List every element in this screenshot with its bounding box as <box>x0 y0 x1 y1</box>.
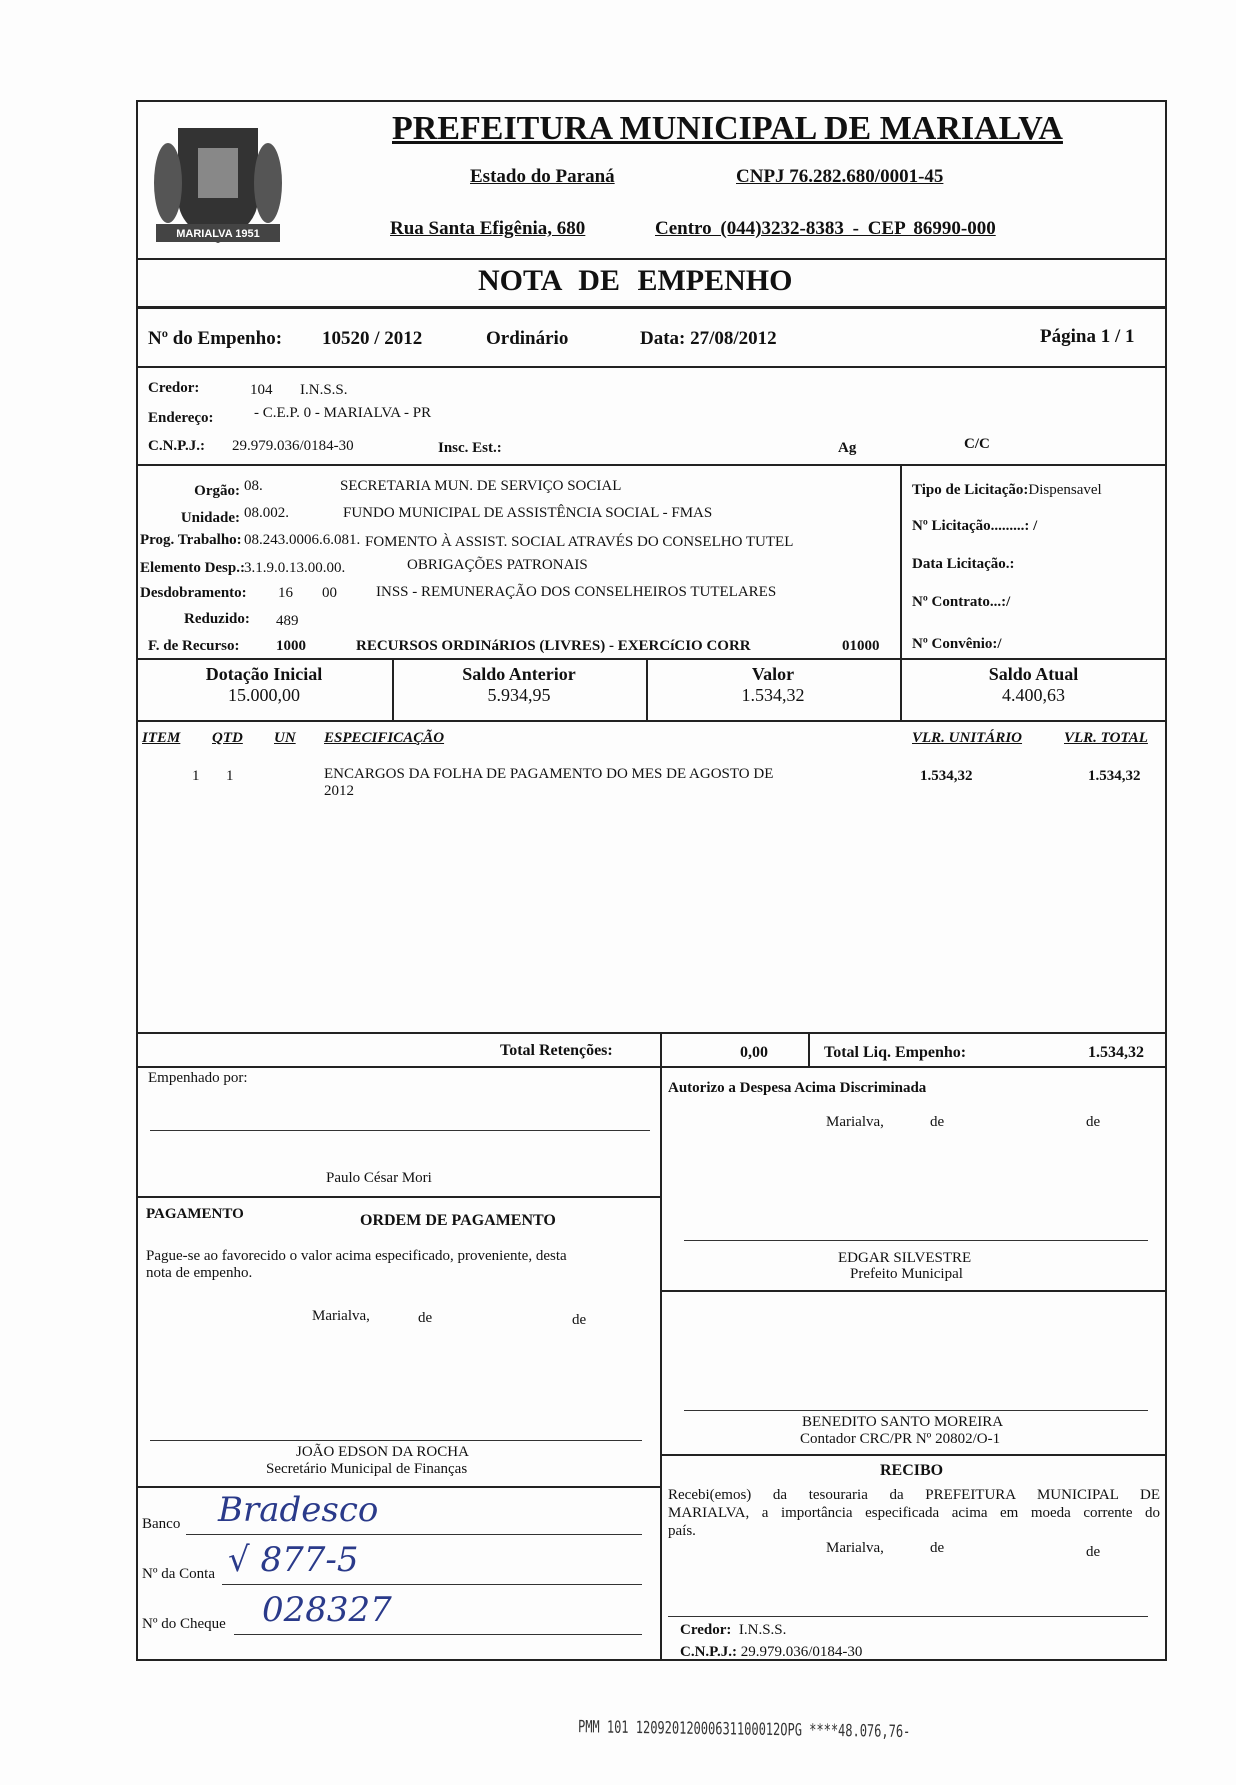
col-un: UN <box>274 730 296 746</box>
saldo-valor: Valor 1.534,32 <box>741 664 805 705</box>
autorizo-label: Autorizo a Despesa Acima Discriminada <box>668 1080 927 1096</box>
rec-label: F. de Recurso: <box>148 638 240 654</box>
empenho-date: Data: 27/08/2012 <box>640 328 777 349</box>
cnpj-label: C.N.P.J.: <box>148 438 205 454</box>
conta-label: Nº da Conta <box>142 1566 215 1582</box>
credor-name: I.N.S.S. <box>300 382 348 398</box>
tipo-licitacao-label: Tipo de Licitação: <box>912 482 1029 498</box>
prog: FOMENTO À ASSIST. SOCIAL ATRAVÉS DO CONSELHO TUTEL <box>365 534 794 550</box>
col-especificacao: ESPECIFICAÇÃO <box>324 730 445 746</box>
autorizo-city: Marialva, <box>826 1114 884 1130</box>
empenhado-label: Empenhado por: <box>148 1070 248 1086</box>
empenho-type: Ordinário <box>486 328 569 349</box>
elem: OBRIGAÇÕES PATRONAIS <box>407 557 588 573</box>
col-item: ITEM <box>142 730 181 746</box>
saldo-dotacao-inicial: Dotação Inicial 15.000,00 <box>205 664 323 705</box>
elem-label: Elemento Desp.: <box>140 560 245 576</box>
saldo-anterior: Saldo Anterior 5.934,95 <box>462 664 576 705</box>
recibo-label: RECIBO <box>880 1462 944 1479</box>
credor-code: 104 <box>250 382 273 398</box>
contador-role: Contador CRC/PR Nº 20802/O-1 <box>800 1431 1001 1447</box>
reduzido: 489 <box>276 613 299 629</box>
recibo-credor: I.N.S.S. <box>738 1622 787 1638</box>
col-qtd: QTD <box>212 730 243 746</box>
header-address-2: Centro (044)3232-8383 - CEP 86990-000 <box>655 218 996 239</box>
header-address: Rua Santa Efigênia, 680 <box>390 218 586 239</box>
n-licitacao: Nº Licitação.........: / <box>912 518 1038 534</box>
pagamento-de-1: de <box>418 1310 433 1326</box>
crest-lettering: MARIALVA 1951 <box>176 228 260 240</box>
prog-code: 08.243.0006.6.081. <box>244 532 361 548</box>
autorizo-de-2: de <box>1086 1114 1101 1130</box>
prefeito-name: EDGAR SILVESTRE <box>838 1250 972 1266</box>
insc-label: Insc. Est.: <box>438 440 502 456</box>
footer-stamp: PMM 101 12092012000631100012OPG ****48.076,76- <box>577 1716 911 1742</box>
recibo-de-2: de <box>1086 1544 1101 1560</box>
banco-value: Bradesco <box>218 1490 379 1530</box>
pagamento-label: PAGAMENTO <box>146 1206 244 1222</box>
pagamento-de-2: de <box>572 1312 587 1328</box>
empenho-number: 10520 / 2012 <box>322 328 423 349</box>
contador-name: BENEDITO SANTO MOREIRA <box>802 1414 1004 1430</box>
unidade-label: Unidade: <box>180 510 240 526</box>
recibo-de-1: de <box>930 1540 945 1556</box>
rec: RECURSOS ORDINáRIOS (LIVRES) - EXERCíCIO CORR <box>356 638 751 654</box>
header-cnpj: CNPJ 76.282.680/0001-45 <box>736 166 944 187</box>
orgao-code: 08. <box>244 478 263 494</box>
pagamento-text: Pague-se ao favorecido o valor acima especificado, proveniente, desta <box>146 1248 567 1264</box>
red-label: Reduzido: <box>184 611 250 627</box>
cc-label: C/C <box>964 436 990 452</box>
n-contrato: Nº Contrato...:/ <box>912 594 1011 610</box>
data-licitacao: Data Licitação.: <box>912 556 1015 572</box>
recibo-cnpj-label: C.N.P.J.: <box>680 1644 737 1660</box>
total-liquido: 1.534,32 <box>1088 1044 1144 1061</box>
desd-code-2: 00 <box>322 585 337 601</box>
credor-label: Credor: <box>148 380 200 396</box>
saldo-atual: Saldo Atual 4.400,63 <box>988 664 1079 705</box>
recibo-credor-label: Credor: <box>680 1622 732 1638</box>
secretario-name: JOÃO EDSON DA ROCHA <box>296 1444 469 1460</box>
endereco: - C.E.P. 0 - MARIALVA - PR <box>254 405 432 421</box>
header-title: PREFEITURA MUNICIPAL DE MARIALVA <box>392 110 1063 147</box>
document-title: NOTA DE EMPENHO <box>478 264 793 297</box>
tipo-licitacao: Dispensavel <box>1028 482 1102 498</box>
desd: INSS - REMUNERAÇÃO DOS CONSELHEIROS TUTELARES <box>376 584 777 600</box>
rec-code-2: 01000 <box>842 638 880 654</box>
col-vlr-unitario: VLR. UNITÁRIO <box>912 730 1023 746</box>
total-liquido-label: Total Liq. Empenho: <box>824 1044 967 1061</box>
secretario-role: Secretário Municipal de Finanças <box>266 1461 468 1477</box>
col-vlr-total: VLR. TOTAL <box>1064 730 1148 746</box>
ordem-pagamento-label: ORDEM DE PAGAMENTO <box>360 1212 556 1229</box>
desd-code-1: 16 <box>278 585 293 601</box>
credor-cnpj: 29.979.036/0184-30 <box>232 438 354 454</box>
orgao-label: Orgão: <box>194 483 240 499</box>
banco-label: Banco <box>142 1516 181 1532</box>
recibo-text: Recebi(emos) da tesouraria da PREFEITURA MUNICIPAL DE MARIALVA, a importância especificada acima em moeda corrente do país. <box>668 1487 1160 1539</box>
unidade-code: 08.002. <box>244 505 289 521</box>
pagamento-text-2: nota de empenho. <box>146 1265 253 1281</box>
cheque-value: 028327 <box>262 1590 392 1630</box>
empenho-label: Nº do Empenho: <box>148 328 283 349</box>
header-state: Estado do Paraná <box>470 166 615 187</box>
autorizo-de-1: de <box>930 1114 945 1130</box>
rec-code: 1000 <box>276 638 306 654</box>
n-convenio: Nº Convênio:/ <box>912 636 1002 652</box>
total-retencoes: 0,00 <box>740 1044 768 1061</box>
elem-code: 3.1.9.0.13.00.00. <box>244 560 346 576</box>
unidade: FUNDO MUNICIPAL DE ASSISTÊNCIA SOCIAL - FMAS <box>343 505 713 521</box>
total-retencoes-label: Total Retenções: <box>500 1042 613 1059</box>
conta-value: √ 877-5 <box>228 1540 359 1580</box>
municipal-crest-icon <box>148 108 288 258</box>
page-number: Página 1 / 1 <box>1040 326 1135 347</box>
recibo-city: Marialva, <box>826 1540 884 1556</box>
orgao: SECRETARIA MUN. DE SERVIÇO SOCIAL <box>340 478 622 494</box>
prefeito-role: Prefeito Municipal <box>850 1266 963 1282</box>
ag-label: Ag <box>838 440 857 456</box>
pagamento-city: Marialva, <box>312 1308 370 1324</box>
recibo-cnpj: 29.979.036/0184-30 <box>740 1644 863 1660</box>
desd-label: Desdobramento: <box>140 585 247 601</box>
nota-de-empenho-page: MARIALVA 1951 PREFEITURA MUNICIPAL DE MARIALVA Estado do Paraná CNPJ 76.282.680/0001-45 Rua Santa Efigênia, 680 Centro (044)3232-8383 - CEP 86990-000 NOTA DE EMPENHO Nº do Empenho: 10520 / 2012 Ordinário Data: 27/08/2012 Página 1 / 1 Credor: 104 I.N.S.S. Endereço: - C.E.P. 0 - MARIALVA - PR C.N.P.J.: 29.979.036/0184-30 Insc. Est.: Ag C/C Orgão: Unidade: 08. SECRETARIA MUN. DE SERVIÇO SOCIAL 08.002. FUNDO MUNICIPAL DE ASSISTÊNCIA SOCIAL - FMAS Prog. Trabalho: 08.243.0006.6.081. FOMENTO À ASSIST. SOCIAL ATRAVÉS DO CONSELHO TUTEL Elemento Desp.: 3.1.9.0.13.00.00. OBRIGAÇÕES PATRONAIS Desdobramento: 16 00 INSS - REMUNERAÇÃO DOS CONSELHEIROS TUTELARES Reduzido: 489 F. de Recurso: 1000 RECURSOS ORDINáRIOS (LIVRES) - EXERCíCIO CORR 01000 Tipo de Licitação:Dispensavel Nº Licitação.........: / Data Licitação.: Nº Contrato...:/ Nº Convênio:/ Dotação Inicial 15.000,00 Saldo Anterior 5.934,95 Valor 1.534,32 Saldo Atual 4.400,63 ITEM QTD UN ESPECIFICAÇÃO VLR. UNITÁRIO VLR. TOTAL 1 1 ENCARGOS DA FOLHA DE PAGAMENTO DO MES DE AGOSTO DE 2012 1.534,32 1.534,32 Total Retenções: 0,00 Total Liq. Empenho: 1.534,32 Empenhado por: Paulo César Mori Autorizo a Despesa Acima Discriminada Marialva, de de EDGAR SILVESTRE Prefeito Municipal PAGAMENTO ORDEM DE PAGAMENTO Pague-se ao favorecido o valor acima especificado, proveniente, desta nota de empenho. Marialva, de de JOÃO EDSON DA ROCHA Secretário Municipal de Finanças BENEDITO SANTO MOREIRA Contador CRC/PR Nº 20802/O-1 Banco Bradesco Nº da Conta √ 877-5 Nº do Cheque 028327 RECIBO Recebi(emos) da tesouraria da PREFEITURA MUNICIPAL DE MARIALVA, a importância especificada acima em moeda corrente do país. Marialva, de de Credor: I.N.S.S. C.N.P.J.: 29.979.036/0184-30 PMM 101 12092012000631100012OPG ****48.076,76- <box>0 0 1236 1785</box>
endereco-label: Endereço: <box>148 410 214 426</box>
prog-label: Prog. Trabalho: <box>140 532 242 548</box>
empenhado-name: Paulo César Mori <box>326 1170 432 1186</box>
cheque-label: Nº do Cheque <box>142 1616 226 1632</box>
